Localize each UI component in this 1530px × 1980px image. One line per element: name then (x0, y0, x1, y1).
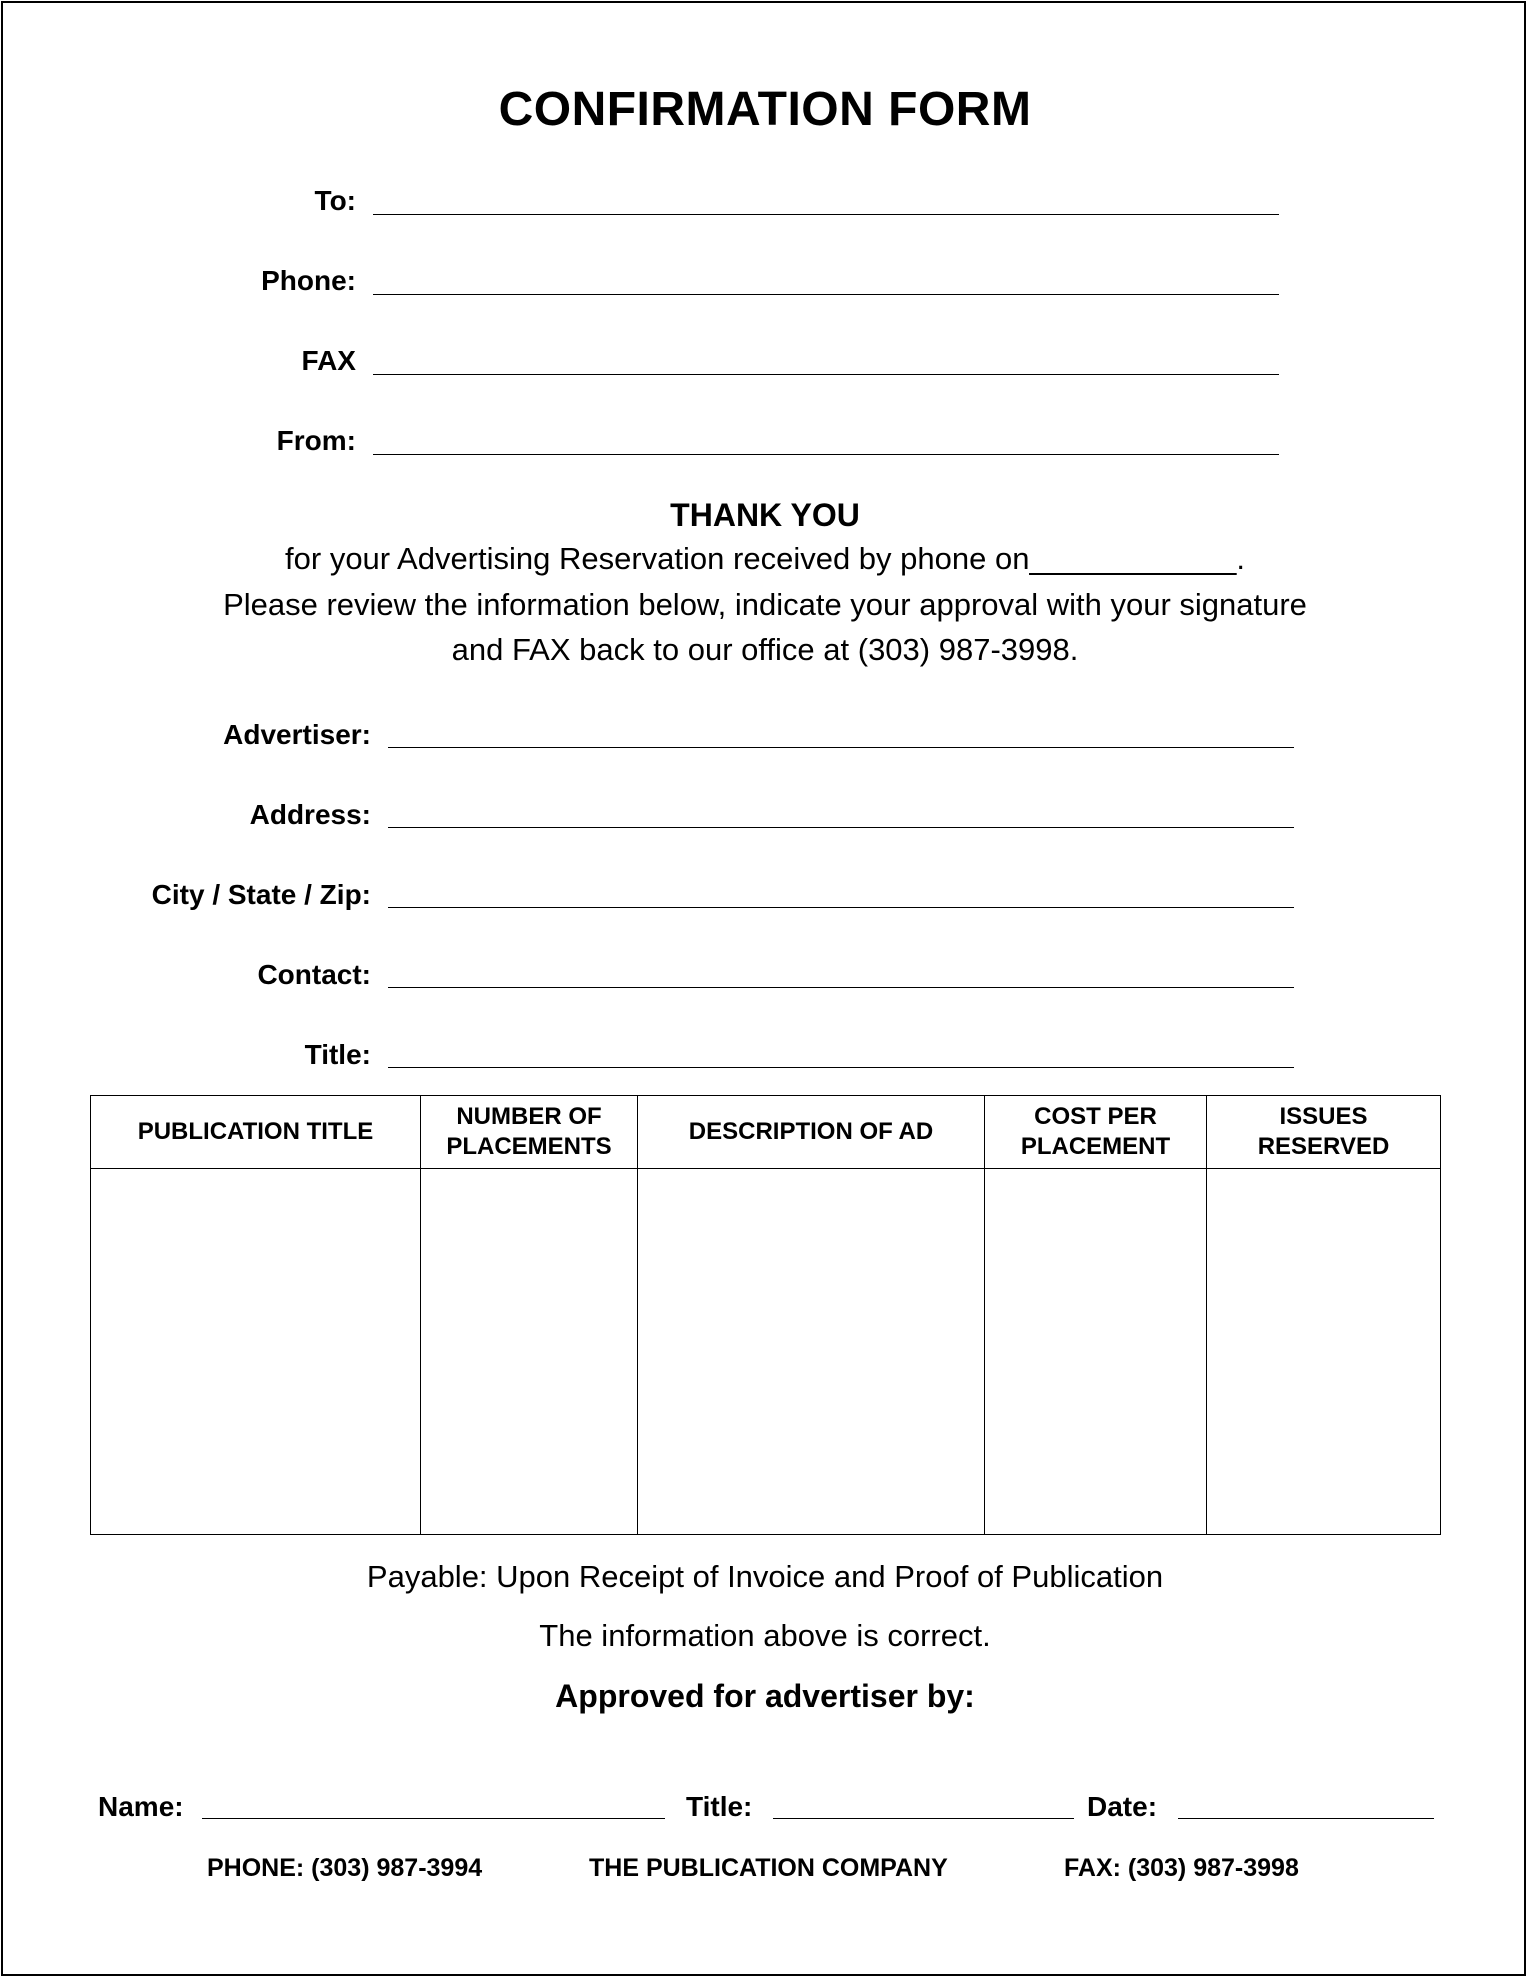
ad-reservation-table (90, 1095, 1441, 1535)
cost-per-placement-cell[interactable] (985, 1169, 1207, 1535)
publication-title-cell[interactable] (91, 1169, 421, 1535)
address-input-line[interactable] (388, 827, 1294, 828)
signature-title-label: Title: (686, 1791, 753, 1822)
footer-company: THE PUBLICATION COMPANY (589, 1854, 948, 1882)
phone-field[interactable] (0, 265, 1530, 305)
title-field[interactable] (0, 1039, 1530, 1079)
footer-fax: FAX: (303) 987-3998 (1064, 1854, 1299, 1882)
header-publication-title: PUBLICATION TITLE (91, 1096, 421, 1169)
header-description-of-ad: DESCRIPTION OF AD (638, 1096, 985, 1169)
address-field[interactable] (0, 799, 1530, 839)
header-cost-per-placement: COST PER PLACEMENT (985, 1096, 1207, 1169)
contact-input-line[interactable] (388, 987, 1294, 988)
contact-field[interactable] (0, 959, 1530, 999)
to-field[interactable] (0, 185, 1530, 225)
address-label: Address: (249, 799, 371, 830)
approved-heading: Approved for advertiser by: (555, 1678, 975, 1714)
fax-input-line[interactable] (373, 374, 1279, 375)
message-line-2: Please review the information below, indicate your approval with your signature (223, 587, 1307, 622)
issues-reserved-cell[interactable] (1207, 1169, 1441, 1535)
from-field[interactable] (0, 425, 1530, 465)
from-input-line[interactable] (373, 454, 1279, 455)
message-line-1: for your Advertising Reservation received by phone on____________. (285, 541, 1245, 576)
form-title: CONFIRMATION FORM (498, 83, 1032, 136)
city-state-zip-field[interactable] (0, 879, 1530, 919)
city-state-zip-label: City / State / Zip: (151, 879, 371, 910)
signature-date-label: Date: (1087, 1791, 1158, 1822)
fax-field[interactable] (0, 345, 1530, 385)
to-label: To: (314, 185, 356, 216)
to-input-line[interactable] (373, 214, 1279, 215)
message-line-3: and FAX back to our office at (303) 987-3998. (451, 632, 1079, 667)
table-header-row (91, 1096, 1441, 1169)
title-input-line[interactable] (388, 1067, 1294, 1068)
from-label: From: (276, 425, 356, 456)
signature-date-line[interactable] (1178, 1818, 1434, 1819)
footer-phone: PHONE: (303) 987-3994 (207, 1854, 483, 1882)
phone-label: Phone: (261, 265, 356, 296)
payable-note: Payable: Upon Receipt of Invoice and Proof of Publication (366, 1559, 1164, 1594)
table-row[interactable] (91, 1169, 1441, 1535)
correct-note: The information above is correct. (539, 1618, 991, 1653)
header-issues-reserved: ISSUES RESERVED (1207, 1096, 1441, 1169)
advertiser-field[interactable] (0, 719, 1530, 759)
advertiser-input-line[interactable] (388, 747, 1294, 748)
city-state-zip-input-line[interactable] (388, 907, 1294, 908)
signature-name-label: Name: (98, 1791, 184, 1822)
header-number-of-placements: NUMBER OF PLACEMENTS (421, 1096, 638, 1169)
fax-label: FAX (301, 345, 356, 376)
advertiser-label: Advertiser: (223, 719, 371, 750)
contact-label: Contact: (257, 959, 371, 990)
number-of-placements-cell[interactable] (421, 1169, 638, 1535)
description-of-ad-cell[interactable] (638, 1169, 985, 1535)
thank-you-heading: THANK YOU (670, 497, 860, 533)
phone-input-line[interactable] (373, 294, 1279, 295)
signature-title-line[interactable] (773, 1818, 1074, 1819)
signature-name-line[interactable] (202, 1818, 665, 1819)
title-label: Title: (304, 1039, 371, 1070)
